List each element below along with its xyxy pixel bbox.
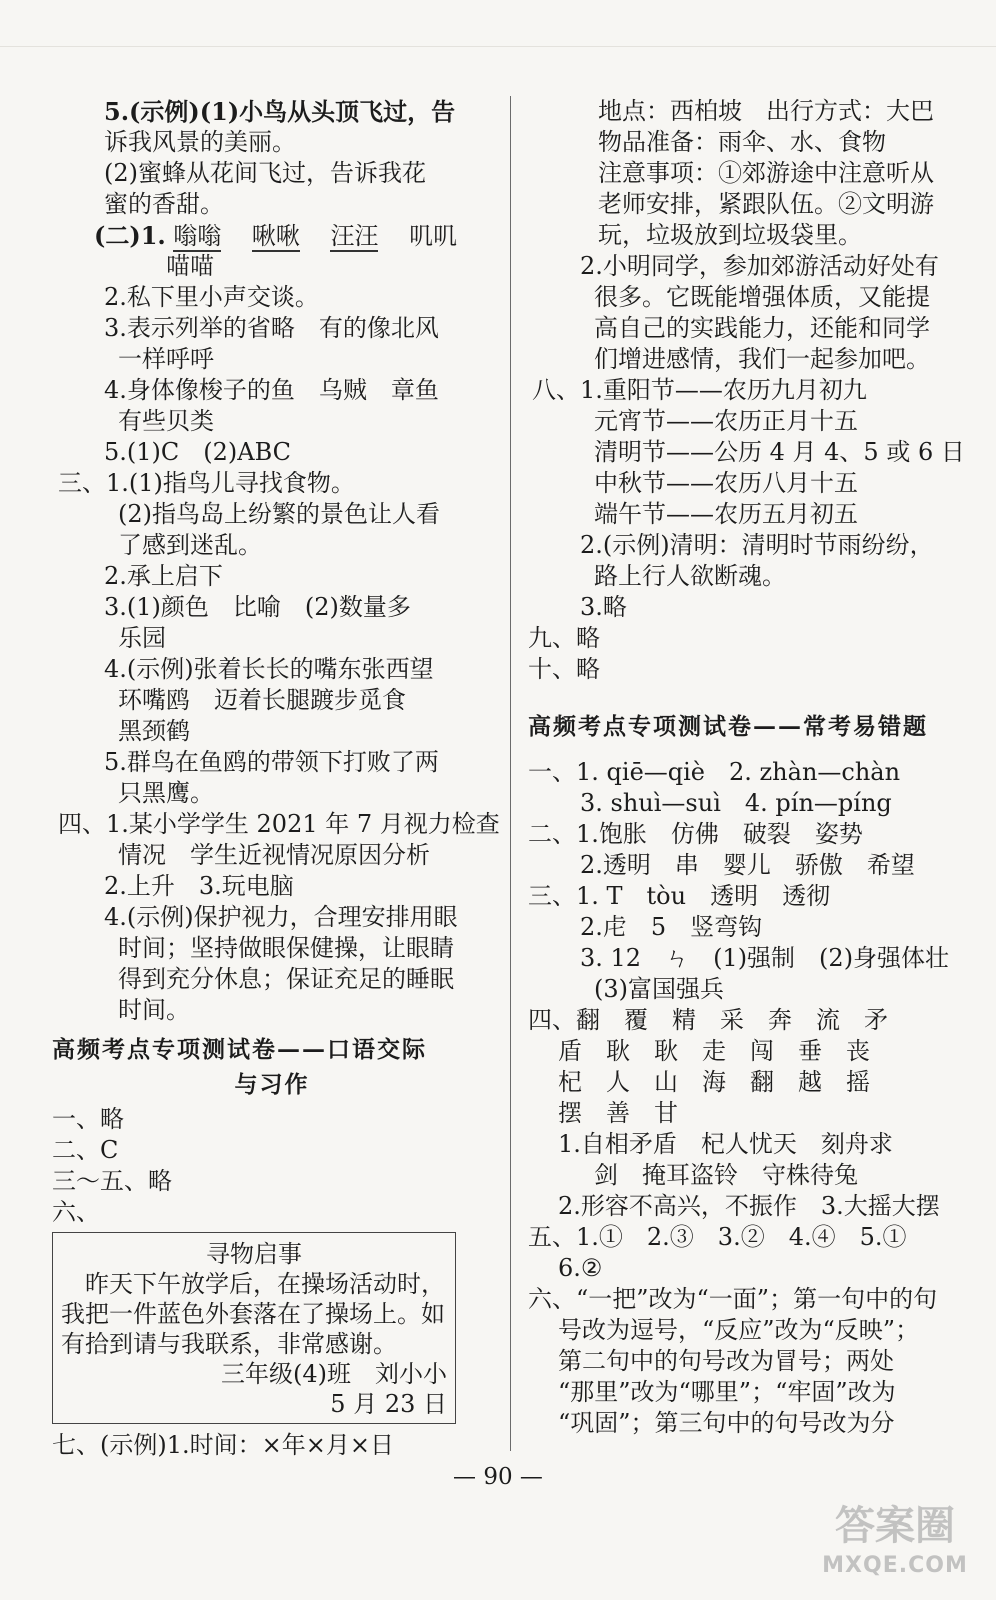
answer-line: 一、略 [52,1105,124,1133]
answer-line: 诉我风景的美丽。 [104,128,296,156]
answer-line: 摆 善 甘 [558,1099,678,1127]
answer-line: 五、1.① 2.③ 3.② 4.④ 5.① [528,1223,907,1251]
answer-line: 清明节——公历 4 月 4、5 或 6 日 [594,438,965,466]
onomatopoeia-word: 啾啾 [251,222,300,250]
answer-line: 高自己的实践能力，还能和同学 [594,314,930,342]
watermark-site: MXQE.COM [822,1553,968,1578]
answer-line: 一、1. qiē—qiè 2. zhàn—chàn [528,758,901,786]
answer-line: 们增进感情，我们一起参加吧。 [594,345,930,373]
answer-line: “那里”改为“哪里”；“牢固”改为 [558,1378,896,1406]
answer-line: 2.(示例)清明：清明时节雨纷纷， [580,531,934,559]
answer-line: 元宵节——农历正月十五 [594,407,858,435]
onomatopoeia-word: 叽叽 [408,222,457,250]
section-title: 高频考点专项测试卷——常考易错题 [528,713,928,740]
answer-line: 三、1.(1)指鸟儿寻找食物。 [58,469,355,497]
answer-line: (2)指鸟岛上纷繁的景色让人看 [118,500,440,528]
answer-line: 4.身体像梭子的鱼 乌贼 章鱼 [104,376,439,404]
answer-line: (3)富国强兵 [594,975,724,1003]
answer-line: 2.形容不高兴，不振作 3.大摇大摆 [558,1192,940,1220]
answer-line: 号改为逗号，“反应”改为“反映”； [558,1316,920,1344]
onomatopoeia-word: 喵喵 [166,252,214,280]
answer-line: 1.自相矛盾 杞人忧天 刻舟求 [558,1130,893,1158]
answer-line: 时间。 [118,996,190,1024]
answer-line: 四、1.某小学学生 2021 年 7 月视力检查 [58,810,500,838]
answer-line: 2.承上启下 [104,562,223,590]
onomatopoeia-word: 嗡嗡 [173,222,222,250]
section-two-q1 [52,220,492,251]
answer-line: 6.② [558,1254,603,1282]
answer-line: 六、“一把”改为“一面”；第一句中的句 [528,1285,938,1313]
answer-line: 二、C [52,1136,119,1164]
top-rule [0,46,996,47]
answer-line: 路上行人欲断魂。 [594,562,786,590]
answer-line: 情况 学生近视情况原因分析 [118,841,430,869]
left-column [52,96,500,1461]
answer-line: 玩，垃圾放到垃圾袋里。 [598,221,862,249]
answer-line: 2.上升 3.玩电脑 [104,872,294,900]
answer-line: 八、1.重阳节——农历九月初九 [532,376,867,404]
answer-line: 得到充分休息；保证充足的睡眠 [118,965,454,993]
answer-line: 2.虍 5 竖弯钩 [580,913,763,941]
onomatopoeia-word: 汪汪 [330,222,379,250]
notice-signature: 三年级(4)班 刘小小 [221,1360,447,1388]
answer-line: 5.(示例)(1)小鸟从头顶飞过，告 [104,97,456,126]
answer-line: 了感到迷乱。 [118,531,262,559]
answer-line: 端午节——农历五月初五 [594,500,858,528]
answer-line: 四、翻 覆 精 采 奔 流 矛 [528,1006,888,1034]
answer-line: 九、略 [528,624,600,652]
answer-line: 4.(示例)张着长长的嘴东张西望 [104,655,434,683]
answer-line: 物品准备：雨伞、水、食物 [598,128,886,156]
answer-line: 十、略 [528,655,600,683]
answer-line: 杞 人 山 海 翻 越 摇 [558,1068,870,1096]
answer-line: 2.透明 串 婴儿 骄傲 希望 [580,851,915,879]
answer-line: 有些贝类 [118,407,214,435]
section-prefix: (二)1. [94,221,166,250]
notice-body: 我把一件蓝色外套落在了操场上。如 [61,1300,445,1328]
right-column [528,96,965,1439]
lost-item-notice [52,1232,456,1424]
answer-line: 黑颈鹤 [118,717,190,745]
answer-line: 3. 12 ㄣ (1)强制 (2)身强体壮 [580,944,950,972]
answer-line: 三、1. T tòu 透明 透彻 [528,882,831,910]
answer-line: 三～五、略 [52,1167,172,1195]
page-number: — 90 — [453,1464,543,1490]
answer-line: 二、1.饱胀 仿佛 破裂 姿势 [528,820,863,848]
answer-line: 第二句中的句号改为冒号；两处 [558,1347,894,1375]
answer-line: 乐园 [118,624,166,652]
notice-title: 寻物启事 [206,1240,302,1268]
answer-line: 老师安排，紧跟队伍。②文明游 [598,190,934,218]
notice-body: 有拾到请与我联系，非常感谢。 [61,1330,397,1358]
watermark-text: 答案圈 [835,1503,955,1549]
answer-line: 时间；坚持做眼保健操，让眼睛 [118,934,454,962]
notice-date: 5 月 23 日 [330,1390,447,1418]
answer-line: 剑 掩耳盗铃 守株待兔 [594,1161,858,1189]
section-title: 高频考点专项测试卷——口语交际 [52,1036,427,1063]
answer-line: 六、 [52,1198,100,1226]
answer-line: 注意事项：①郊游途中注意听从 [598,159,934,187]
notice-body: 昨天下午放学后，在操场活动时， [61,1270,445,1298]
answer-line: 一样呼呼 [118,345,214,373]
answer-line: 盾 耿 耿 走 闯 垂 丧 [558,1037,870,1065]
answer-line: 3. shuì—suì 4. pín—píng [580,789,892,817]
answer-line: 5.(1)C (2)ABC [104,438,292,466]
answer-line: 只黑鹰。 [118,779,214,807]
answer-line: 很多。它既能增强体质，又能提 [594,283,930,311]
column-divider [510,96,511,1451]
answer-line: 环嘴鸥 迈着长腿踱步觅食 [118,686,406,714]
answer-line: 2.小明同学，参加郊游活动好处有 [580,252,939,280]
answer-line: 3.表示列举的省略 有的像北风 [104,314,439,342]
answer-line: 蜜的香甜。 [104,190,224,218]
answer-line: 中秋节——农历八月十五 [594,469,858,497]
answer-line: 3.(1)颜色 比喻 (2)数量多 [104,593,411,621]
answer-line: 3.略 [580,593,627,621]
answer-line: 2.私下里小声交谈。 [104,283,319,311]
watermark-logo [810,1500,980,1590]
answer-line: 七、(示例)1.时间：×年×月×日 [52,1431,394,1459]
answer-line: (2)蜜蜂从花间飞过，告诉我花 [104,159,426,187]
answer-line: 地点：西柏坡 出行方式：大巴 [598,97,934,125]
answer-line: “巩固”；第三句中的句号改为分 [558,1409,895,1437]
section-title-cont: 与习作 [234,1071,310,1098]
answer-line: 5.群鸟在鱼鸥的带领下打败了两 [104,748,439,776]
answer-line: 4.(示例)保护视力，合理安排用眼 [104,903,458,931]
